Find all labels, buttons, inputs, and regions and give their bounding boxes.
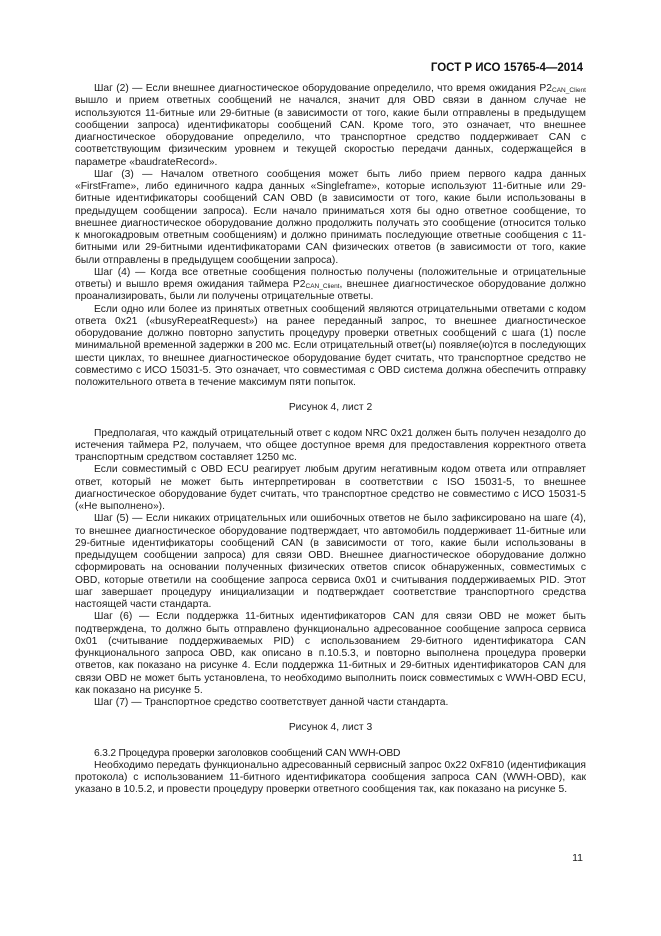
- paragraph-text: , внешнее диагностическое оборудование должно проанализировать, были ли получены отрицательные ответы.: [75, 279, 586, 303]
- paragraph-step-3: Шаг (3) — Началом ответного сообщения может быть либо прием первого кадра данных «FirstFrame», либо единичного кадра данных «Singleframe», которые используют 11-битные или 29-битные идентификаторы сообщений CAN OBD (в зависимости от того, какие были использованы в предыдущем сообщении запроса). Если начало приниматься хотя бы одно ответное сообщение, то внешнее диагностическое оборудование должно продолжить получать это сообщение (относится только к многокадровым ответным сообщениям) и должно принимать последующие ответные сообщения с 11-битными или 29-битными идентификаторами CAN физических ответов (в зависимости от того, какие были отправлены в предыдущем сообщении запроса).: [75, 168, 586, 266]
- page-body: [75, 83, 586, 797]
- paragraph-step-4: [75, 267, 586, 304]
- paragraph-step-7: Шаг (7) — Транспортное средство соответствует данной части стандарта.: [94, 697, 449, 708]
- paragraph-timing: Предполагая, что каждый отрицательный ответ с кодом NRC 0x21 должен быть получен незадолго до истечения таймера P2, получаем, что общее доступное время для предоставления корректного ответа транспортным средством составляет 1250 мс.: [75, 427, 586, 463]
- section-heading: 6.3.2 Процедура проверки заголовков сообщений CAN WWH-OBD: [94, 747, 401, 759]
- page-number: 11: [572, 852, 583, 864]
- paragraph-text: Шаг (4) — Когда все ответные сообщения полностью получены (положительные и отрицательные ответы) и вышло время ожидания таймера P2: [75, 266, 586, 290]
- subscript: CAN_Client: [552, 87, 586, 94]
- paragraph-text: Шаг (2) — Если внешнее диагностическое оборудование определило, что время ожидания P2: [94, 83, 553, 94]
- paragraph-ecu-response: Если совместимый с OBD ECU реагирует любым другим негативным кодом ответа или отправляет ответ, который не может быть интерпретирован в соответствии с ISO 15031-5, то внешнее диагностическое оборудование будет считать, что транспортное средство не совместимо с ИСО 15031-5 («Не выполнено»).: [75, 464, 586, 512]
- paragraph-negative-responses: Если одно или более из принятых ответных сообщений являются отрицательными ответами с кодом ответа 0x21 («busyRepeatRequest») на ранее переданный запрос, то внешнее диагностическое оборудование должно повторно запустить процедуру проверки ответных сообщений с шага (1) после минимальной временной задержки в 200 мс. Если отрицательный ответ(ы) появляе(ю)тся в последующих шести циклах, то внешнее диагностическое оборудование будет считать, что транспортное средство не совместимо с ИСО 15031-5. Это означает, что совместимая с OBD система должна обеспечить отправку положительного ответа в течение максимум пяти попыток.: [75, 303, 586, 388]
- subscript: CAN_Client: [305, 283, 340, 290]
- figure-caption: Рисунок 4, лист 2: [288, 402, 373, 414]
- standard-header: ГОСТ Р ИСО 15765-4—2014: [430, 62, 583, 74]
- paragraph-text: вышло и прием ответных сообщений не начался, значит для OBD связи в данном случае не используются 11-битные или 29-битные (в зависимости от того, какие были отправлены в предыдущем сообщении запроса) идентификаторы сообщений CAN. Кроме того, это означает, что внешнее диагностическое оборудование определило, что транспортное средство поддерживает CAN с соответствующим физическим уровнем и текущей скоростью передачи данных, содержащейся в параметре «baudrateRecord».: [75, 95, 586, 168]
- paragraph-wwh-obd: Необходимо передать функционально адресованный сервисный запрос 0x22 0xF810 (идентификация протокола) с использованием 11-битного идентификатора сообщения запроса CAN (WWH-OBD), как указано в 10.5.2, и провести процедуру проверки ответного сообщения так, как показано на рисунке 5.: [75, 759, 586, 796]
- paragraph-step-2: [75, 83, 586, 169]
- figure-caption: Рисунок 4, лист 3: [288, 722, 373, 734]
- paragraph-step-6: Шаг (6) — Если поддержка 11-битных идентификаторов CAN для связи OBD не может быть подтверждена, то должно быть отправлено функционально адресованное сообщение запроса сервиса 0x01 (считывание поддерживаемых PID) с использованием 29-битного идентификатора CAN функционального запроса OBD, как описано в п.10.5.3, и повторно выполнена процедура проверки ответов, как показано на рисунке 4. Если поддержка 11-битных и 29-битных идентификаторов CAN для связи OBD не может быть установлена, то необходимо выполнить поиск совместимых с WWH-OBD ECU, как показано на рисунке 5.: [75, 611, 586, 696]
- paragraph-step-5: Шаг (5) — Если никаких отрицательных или ошибочных ответов не было зафиксировано на шаге (4), то внешнее диагностическое оборудование подтверждает, что автомобиль поддерживает 11-битные или 29-битные идентификаторы сообщений CAN (в зависимости от того, какие были использованы в предыдущем сообщении запроса) для связи OBD. Внешнее диагностическое оборудование должно сформировать на основании полученных физических ответов список обнаруженных, совместимых с OBD, которые ответили на сообщение запроса сервиса 0x01 и считывания поддерживаемых PID. Этот шаг завершает процедуру инициализации и подтверждает соответствие транспортного средства настоящей части стандарта.: [75, 513, 586, 610]
